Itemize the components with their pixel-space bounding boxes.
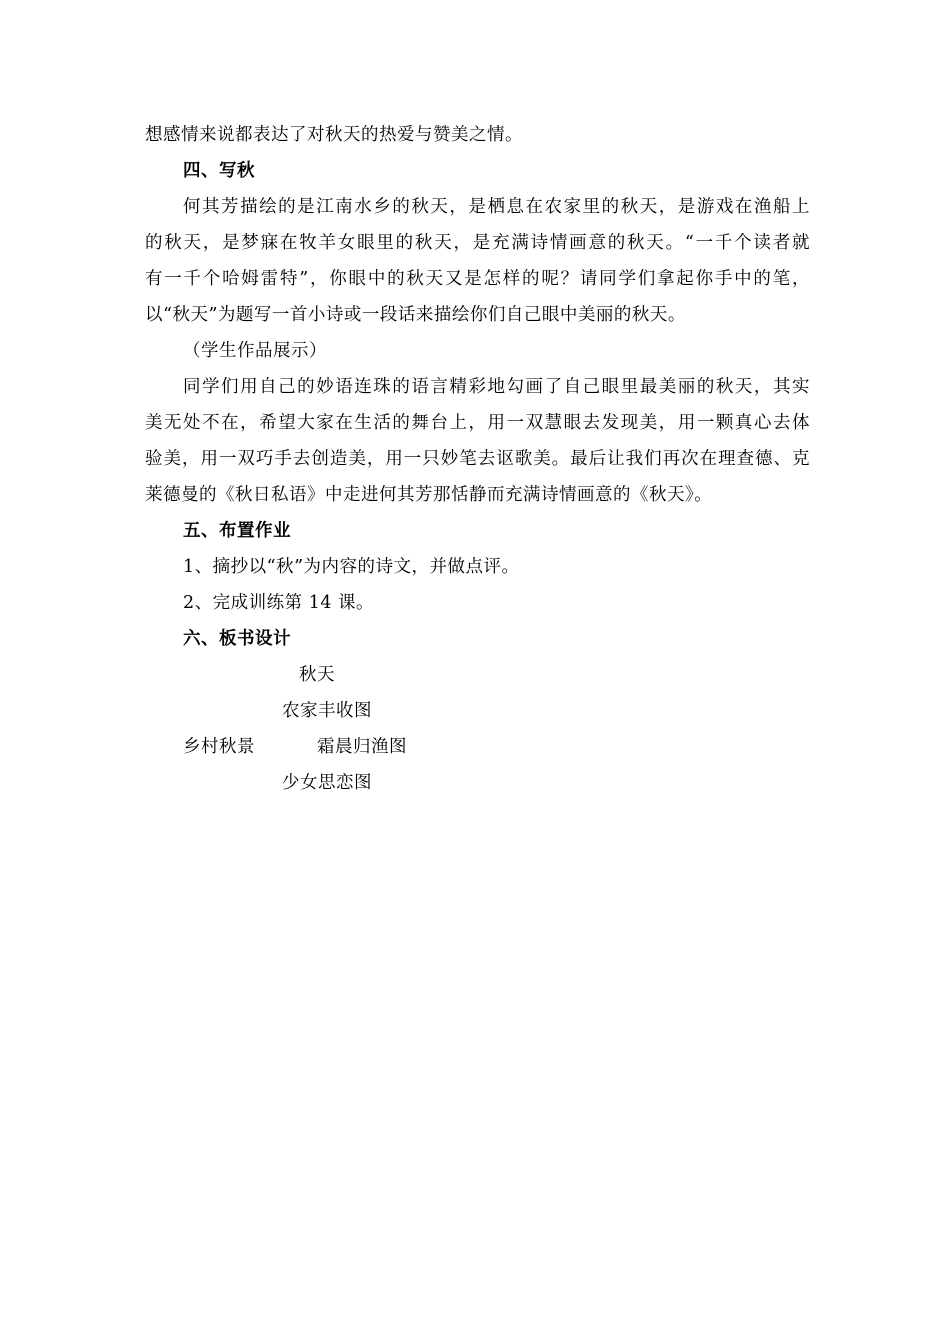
board-item: 少女思恋图 <box>282 773 372 793</box>
board-left-label: 乡村秋景 <box>183 737 255 757</box>
student-work-note: （学生作品展示） <box>183 341 327 361</box>
homework-item: 2、完成训练第 14 课。 <box>183 593 375 613</box>
homework-item: 1、摘抄以“秋”为内容的诗文，并做点评。 <box>183 557 520 577</box>
paragraph-continuation: 想感情来说都表达了对秋天的热爱与赞美之情。 <box>145 125 523 145</box>
paragraph-line: 美无处不在，希望大家在生活的舞台上，用一双慧眼去发现美，用一颗真心去体 <box>145 413 810 433</box>
paragraph-line: 的秋天，是梦寐在牧羊女眼里的秋天，是充满诗情画意的秋天。“一千个读者就 <box>145 233 810 253</box>
paragraph-line: 何其芳描绘的是江南水乡的秋天，是栖息在农家里的秋天，是游戏在渔船上 <box>183 197 810 217</box>
paragraph-line: 有一千个哈姆雷特”，你眼中的秋天又是怎样的呢？请同学们拿起你手中的笔， <box>145 269 810 289</box>
section-heading-board-design: 六、板书设计 <box>183 629 291 649</box>
paragraph-line: 同学们用自己的妙语连珠的语言精彩地勾画了自己眼里最美丽的秋天，其实 <box>183 377 810 397</box>
section-heading-homework: 五、布置作业 <box>183 521 291 541</box>
paragraph-line: 以“秋天”为题写一首小诗或一段话来描绘你们自己眼中美丽的秋天。 <box>145 305 686 325</box>
section-heading-write-autumn: 四、写秋 <box>183 161 255 181</box>
board-title: 秋天 <box>299 665 335 685</box>
board-item: 农家丰收图 <box>282 701 372 721</box>
paragraph-line: 莱德曼的《秋日私语》中走进何其芳那恬静而充满诗情画意的《秋天》。 <box>145 485 713 505</box>
board-item: 霜晨归渔图 <box>317 737 407 757</box>
paragraph-line: 验美，用一双巧手去创造美，用一只妙笔去讴歌美。最后让我们再次在理查德、克 <box>145 449 810 469</box>
